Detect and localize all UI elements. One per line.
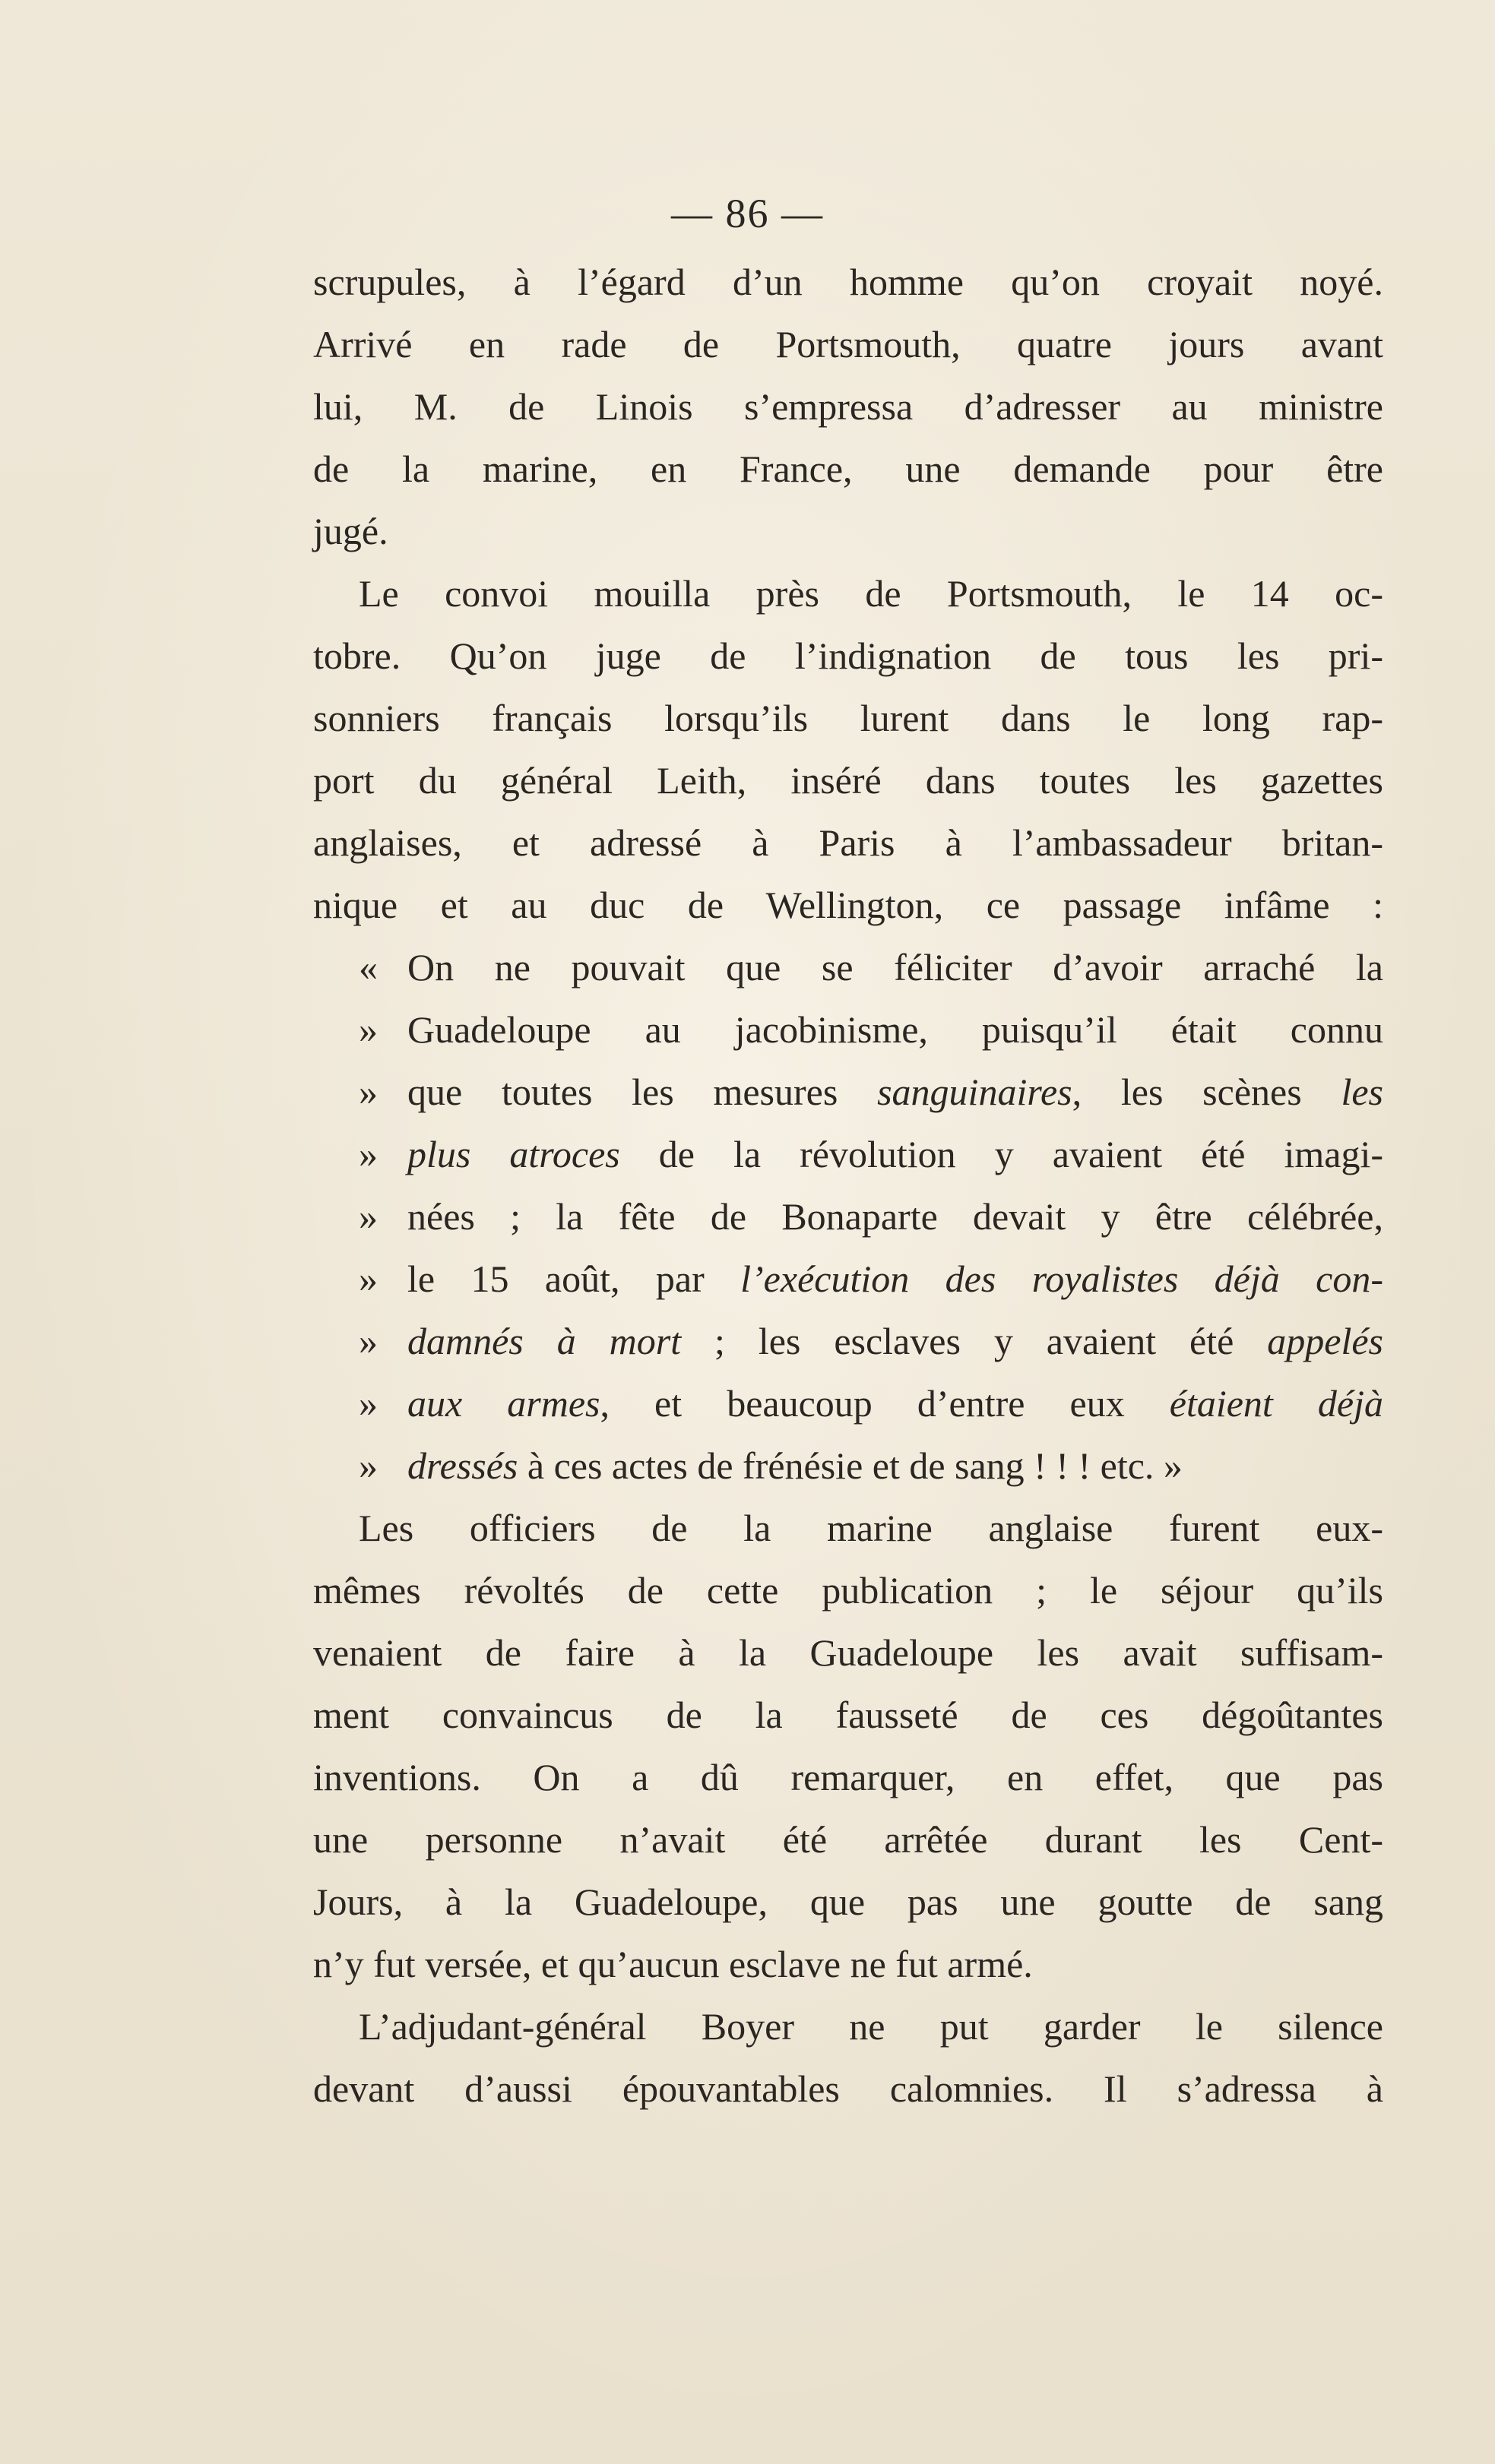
text-line: anglaises, et adressé à Paris à l’ambassadeur britan-	[313, 821, 1383, 864]
italic-text: dressés	[407, 1444, 518, 1487]
text-line: Le convoi mouilla près de Portsmouth, le 14 oc-	[359, 572, 1383, 615]
quote-mark: »	[359, 1071, 378, 1113]
page-number: — 86 —	[671, 191, 824, 236]
quote-mark: »	[359, 1133, 378, 1175]
text-line: Jours, à la Guadeloupe, que pas une goutte de sang	[313, 1880, 1383, 1923]
text-line: une personne n’avait été arrêtée durant les Cent-	[313, 1818, 1383, 1861]
text-line: inventions. On a dû remarquer, en effet, que pas	[313, 1756, 1383, 1798]
text-line: nique et au duc de Wellington, ce passage infâme :	[313, 884, 1383, 926]
text-line: Les officiers de la marine anglaise furent eux-	[359, 1507, 1383, 1549]
italic-text: appelés	[1267, 1320, 1384, 1362]
italic-text: l’exécution des royalistes déjà con-	[740, 1257, 1384, 1300]
italic-text: damnés à mort	[407, 1320, 682, 1362]
text-line: scrupules, à l’égard d’un homme qu’on croyait noyé.	[313, 261, 1383, 303]
text-line: n’y fut versée, et qu’aucun esclave ne fut armé.	[313, 1943, 1033, 1985]
text-segment: à ces actes de frénésie et de sang ! ! ! etc. »	[518, 1444, 1183, 1487]
text-segment: que toutes les mesures	[407, 1071, 878, 1113]
text-line: jugé.	[313, 510, 388, 552]
quote-line	[313, 936, 1383, 998]
italic-text: les	[1341, 1071, 1383, 1113]
text-line: ment convaincus de la fausseté de ces dégoûtantes	[313, 1694, 1383, 1736]
text-segment: Guadeloupe au jacobinisme, puisqu’il était connu	[407, 1008, 1383, 1051]
text-segment: nées ; la fête de Bonaparte devait y être célébrée,	[407, 1195, 1383, 1238]
text-segment: , et beaucoup d’entre eux	[600, 1382, 1170, 1425]
italic-text: aux armes	[407, 1382, 600, 1425]
italic-text: plus atroces	[407, 1133, 620, 1175]
quote-mark: »	[359, 1444, 378, 1487]
quote-mark: »	[359, 1257, 378, 1300]
quote-line	[313, 1248, 1383, 1310]
text-line: de la marine, en France, une demande pour être	[313, 448, 1383, 490]
quote-line	[313, 1310, 1383, 1372]
quote-line	[313, 1434, 1383, 1497]
quote-mark: »	[359, 1195, 378, 1238]
text-segment: ; les esclaves y avaient été	[681, 1320, 1268, 1362]
quote-mark: «	[359, 946, 378, 988]
text-line: L’adjudant-général Boyer ne put garder le silence	[359, 2005, 1383, 2048]
italic-text: étaient déjà	[1169, 1382, 1383, 1425]
text-line: devant d’aussi épouvantables calomnies. Il s’adressa à	[313, 2067, 1383, 2110]
text-segment: On ne pouvait que se féliciter d’avoir arraché la	[407, 946, 1383, 988]
text-line: venaient de faire à la Guadeloupe les avait suffisam-	[313, 1631, 1383, 1674]
quote-line	[313, 1123, 1383, 1185]
body-text	[313, 251, 1383, 2120]
text-line: sonniers français lorsqu’ils lurent dans le long rap-	[313, 697, 1383, 739]
text-segment: , les scènes	[1072, 1071, 1341, 1113]
quote-mark: »	[359, 1320, 378, 1362]
text-segment: le 15 août, par	[407, 1257, 741, 1300]
quote-line	[313, 1372, 1383, 1434]
text-line: Arrivé en rade de Portsmouth, quatre jours avant	[313, 323, 1383, 365]
quote-line	[313, 1185, 1383, 1248]
text-segment: de la révolution y avaient été imagi-	[619, 1133, 1383, 1175]
text-line: tobre. Qu’on juge de l’indignation de tous les pri-	[313, 634, 1383, 677]
quote-mark: »	[359, 1008, 378, 1051]
text-line: lui, M. de Linois s’empressa d’adresser au ministre	[313, 385, 1383, 428]
text-line: port du général Leith, inséré dans toutes les gazettes	[313, 759, 1383, 802]
quote-mark: »	[359, 1382, 378, 1425]
quotation	[313, 936, 1383, 1497]
quote-line	[313, 1061, 1383, 1123]
quote-line	[313, 998, 1383, 1061]
text-line: mêmes révoltés de cette publication ; le séjour qu’ils	[313, 1569, 1383, 1612]
italic-text: sanguinaires	[877, 1071, 1072, 1113]
